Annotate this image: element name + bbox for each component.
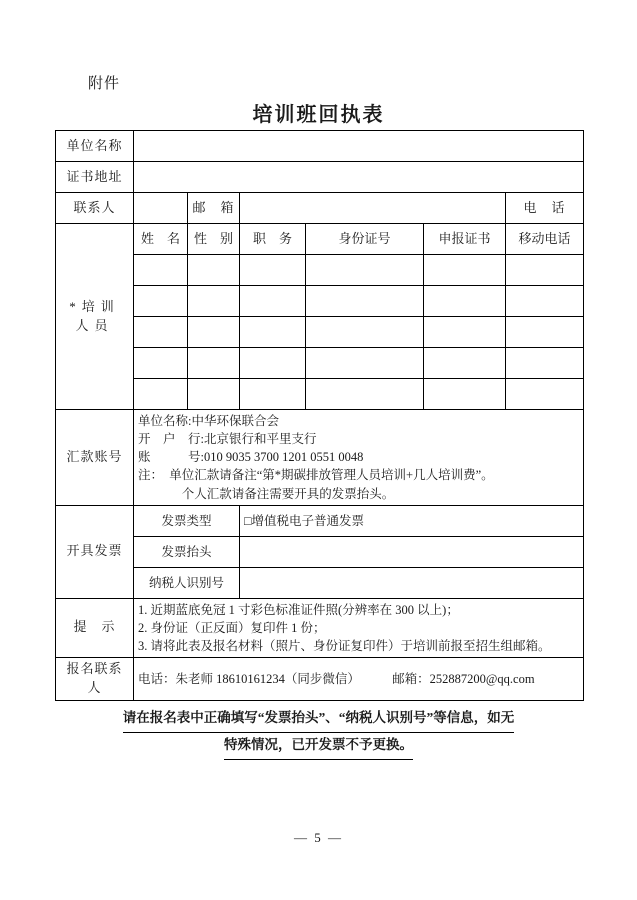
tip-line-3: 3. 请将此表及报名材料（照片、身份证复印件）于培训前报至招生组邮箱。 bbox=[138, 638, 551, 653]
trainee-cell-name[interactable] bbox=[134, 379, 188, 410]
trainee-header-idnumber: 身份证号 bbox=[306, 224, 424, 255]
value-invoice-title[interactable] bbox=[240, 536, 584, 567]
notice-line-2: 特殊情况，已开发票不予更换。 bbox=[224, 733, 413, 760]
trainee-cell-position[interactable] bbox=[240, 379, 306, 410]
trainee-cell-name[interactable] bbox=[134, 286, 188, 317]
table-row-trainee bbox=[56, 286, 584, 317]
table-row-unit-name bbox=[56, 131, 584, 162]
invoice-type-option-echeck[interactable]: □增值税电子普通发票 bbox=[240, 505, 584, 536]
trainee-header-name: 姓 名 bbox=[134, 224, 188, 255]
value-invoice-taxid[interactable] bbox=[240, 567, 584, 598]
label-invoice: 开具发票 bbox=[56, 505, 134, 598]
trainee-header-certificate: 申报证书 bbox=[424, 224, 506, 255]
table-row-trainee bbox=[56, 317, 584, 348]
value-unit-name[interactable] bbox=[134, 131, 584, 162]
page-title: 培训班回执表 bbox=[252, 104, 385, 126]
trainee-cell-idnumber[interactable] bbox=[306, 317, 424, 348]
trainee-cell-mobile[interactable] bbox=[506, 286, 584, 317]
trainee-cell-idnumber[interactable] bbox=[306, 286, 424, 317]
label-tips: 提 示 bbox=[56, 598, 134, 657]
label-phone: 电 话 bbox=[506, 193, 584, 224]
remit-bank: 开 户 行:北京银行和平里支行 bbox=[138, 432, 317, 447]
table-row-trainee bbox=[56, 348, 584, 379]
label-cert-address: 证书地址 bbox=[56, 162, 134, 193]
remit-account: 账 号:010 9035 3700 1201 0551 0048 bbox=[138, 450, 364, 465]
table-row-register-contact bbox=[56, 658, 584, 701]
table-row-trainee bbox=[56, 379, 584, 410]
label-remittance: 汇款账号 bbox=[56, 410, 134, 506]
table-row-trainee-headers bbox=[56, 224, 584, 255]
tips-content bbox=[134, 598, 584, 657]
trainee-cell-mobile[interactable] bbox=[506, 348, 584, 379]
remit-note-personal: 个人汇款请备注需要开具的发票抬头。 bbox=[181, 486, 395, 501]
table-row-tips bbox=[56, 598, 584, 657]
remittance-details bbox=[134, 410, 584, 506]
trainee-header-position: 职 务 bbox=[240, 224, 306, 255]
trainee-cell-gender[interactable] bbox=[188, 379, 240, 410]
trainee-cell-name[interactable] bbox=[134, 348, 188, 379]
trainee-cell-name[interactable] bbox=[134, 255, 188, 286]
trainee-cell-gender[interactable] bbox=[188, 255, 240, 286]
notice-text bbox=[0, 706, 637, 760]
label-invoice-title: 发票抬头 bbox=[134, 536, 240, 567]
trainee-cell-mobile[interactable] bbox=[506, 379, 584, 410]
page-number: — 5 — bbox=[294, 830, 343, 845]
trainee-cell-certificate[interactable] bbox=[424, 348, 506, 379]
trainee-cell-position[interactable] bbox=[240, 317, 306, 348]
trainee-header-gender: 性 别 bbox=[188, 224, 240, 255]
trainee-cell-certificate[interactable] bbox=[424, 379, 506, 410]
table-row-trainee bbox=[56, 255, 584, 286]
notice-line-1: 请在报名表中正确填写“发票抬头”、“纳税人识别号”等信息，如无 bbox=[123, 706, 515, 733]
remit-unit-name: 单位名称:中华环保联合会 bbox=[138, 414, 279, 428]
label-email: 邮 箱 bbox=[188, 193, 240, 224]
trainee-cell-certificate[interactable] bbox=[424, 255, 506, 286]
tip-line-1: 1. 近期蓝底免冠 1 寸彩色标准证件照(分辨率在 300 以上)； bbox=[138, 602, 459, 617]
label-trainees: *培训人员 bbox=[56, 224, 134, 410]
table-row-invoice-type bbox=[56, 505, 584, 536]
trainee-cell-gender[interactable] bbox=[188, 286, 240, 317]
register-contact-email: 邮箱：252887200@qq.com bbox=[392, 671, 535, 686]
trainee-cell-position[interactable] bbox=[240, 286, 306, 317]
remit-note-company: 注： 单位汇款请备注“第*期碳排放管理人员培训+几人培训费”。 bbox=[138, 468, 494, 483]
table-row-contact bbox=[56, 193, 584, 224]
table-row-invoice-title bbox=[56, 536, 584, 567]
label-contact: 联系人 bbox=[56, 193, 134, 224]
trainee-cell-name[interactable] bbox=[134, 317, 188, 348]
trainee-cell-mobile[interactable] bbox=[506, 317, 584, 348]
tip-line-2: 2. 身份证（正反面）复印件 1 份； bbox=[138, 620, 326, 635]
trainee-cell-position[interactable] bbox=[240, 348, 306, 379]
value-email[interactable] bbox=[240, 193, 506, 224]
trainee-cell-certificate[interactable] bbox=[424, 286, 506, 317]
trainee-cell-gender[interactable] bbox=[188, 348, 240, 379]
trainee-cell-idnumber[interactable] bbox=[306, 348, 424, 379]
register-contact-phone: 电话：朱老师 18610161234（同步微信） bbox=[138, 671, 360, 686]
table-row-cert-address bbox=[56, 162, 584, 193]
label-unit-name: 单位名称 bbox=[56, 131, 134, 162]
value-cert-address[interactable] bbox=[134, 162, 584, 193]
trainee-cell-position[interactable] bbox=[240, 255, 306, 286]
table-row-remittance bbox=[56, 410, 584, 506]
trainee-cell-mobile[interactable] bbox=[506, 255, 584, 286]
label-invoice-taxid: 纳税人识别号 bbox=[134, 567, 240, 598]
attachment-label: 附件 bbox=[88, 76, 121, 92]
trainee-cell-certificate[interactable] bbox=[424, 317, 506, 348]
trainee-header-mobile: 移动电话 bbox=[506, 224, 584, 255]
register-contact-content bbox=[134, 658, 584, 701]
table-row-invoice-taxid bbox=[56, 567, 584, 598]
receipt-form-table bbox=[55, 130, 584, 701]
trainee-cell-idnumber[interactable] bbox=[306, 255, 424, 286]
label-invoice-type: 发票类型 bbox=[134, 505, 240, 536]
trainee-cell-gender[interactable] bbox=[188, 317, 240, 348]
label-register-contact: 报名联系人 bbox=[56, 658, 134, 701]
trainee-cell-idnumber[interactable] bbox=[306, 379, 424, 410]
value-contact-name[interactable] bbox=[134, 193, 188, 224]
